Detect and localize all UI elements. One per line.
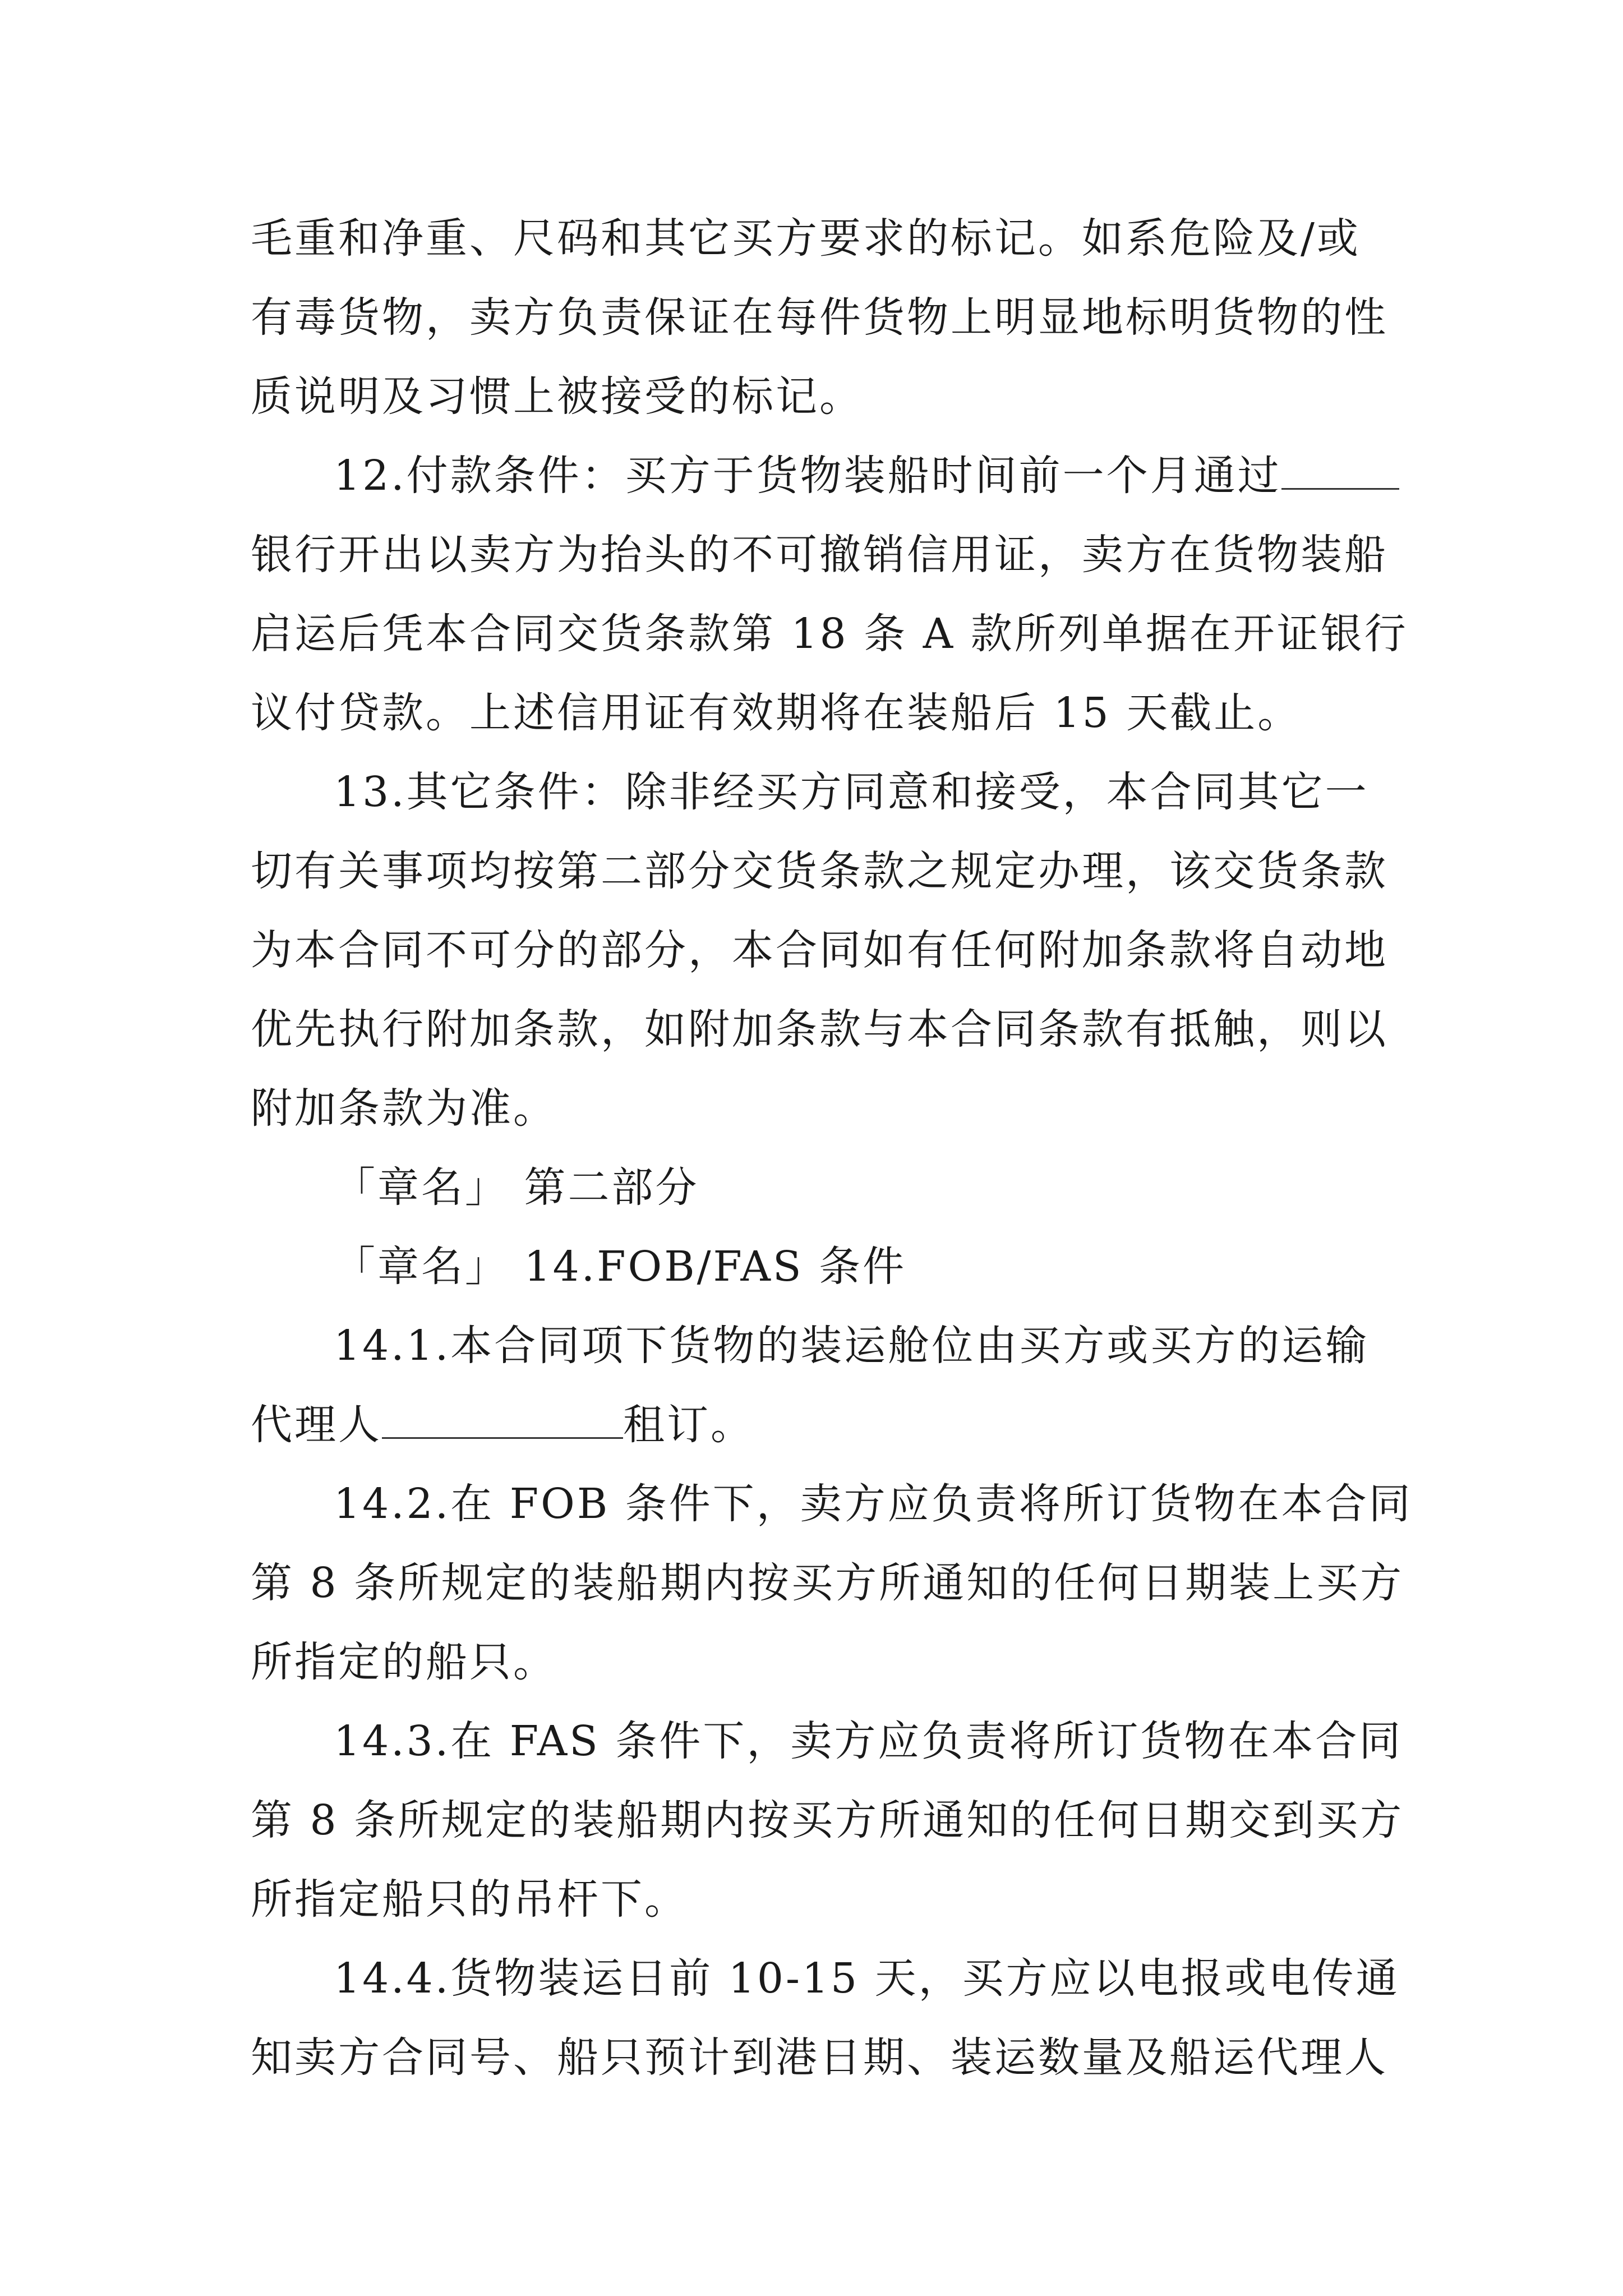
fill-in-blank-bank xyxy=(1281,449,1399,490)
fill-in-blank-agent xyxy=(382,1398,623,1439)
clause-14-2-first-line: 14.2.在 FOB 条件下，卖方应负责将所订货物在本合同 xyxy=(334,1480,1413,1528)
text-fragment: 租订。 xyxy=(623,1401,754,1449)
text-line: 优先执行附加条款，如附加条款与本合同条款有抵触，则以 xyxy=(251,1005,1388,1053)
text-line: 所指定的船只。 xyxy=(251,1638,557,1686)
text-line: 毛重和净重、尺码和其它买方要求的标记。如系危险及/或 xyxy=(251,214,1361,263)
clause-12-first-line xyxy=(251,436,1400,516)
text-line: 第 8 条所规定的装船期内按买方所通知的任何日期装上买方 xyxy=(251,1559,1404,1607)
chapter-heading-part-2: 「章名」 第二部分 xyxy=(334,1163,699,1212)
text-line: 有毒货物，卖方负责保证在每件货物上明显地标明货物的性 xyxy=(251,293,1388,342)
clause-14-1-second-line xyxy=(251,1386,1400,1465)
text-line: 切有关事项均按第二部分交货条款之规定办理，该交货条款 xyxy=(251,847,1388,895)
text-line: 所指定船只的吊杆下。 xyxy=(251,1875,688,1924)
clause-12-text: 12.付款条件：买方于货物装船时间前一个月通过 xyxy=(334,452,1281,500)
chapter-heading-fob-fas: 「章名」 14.FOB/FAS 条件 xyxy=(334,1243,907,1291)
text-line: 质说明及习惯上被接受的标记。 xyxy=(251,372,863,421)
clause-14-4-first-line: 14.4.货物装运日前 10-15 天，买方应以电报或电传通 xyxy=(334,1954,1400,2003)
text-line: 附加条款为准。 xyxy=(251,1084,557,1133)
text-line: 银行开出以卖方为抬头的不可撤销信用证，卖方在货物装船 xyxy=(251,531,1388,579)
text-line: 为本合同不可分的部分，本合同如有任何附加条款将自动地 xyxy=(251,926,1388,974)
clause-14-1-first-line: 14.1.本合同项下货物的装运舱位由买方或买方的运输 xyxy=(334,1322,1370,1370)
text-line: 议付贷款。上述信用证有效期将在装船后 15 天截止。 xyxy=(251,689,1302,737)
text-fragment: 代理人 xyxy=(251,1401,382,1449)
clause-13-first-line: 13.其它条件：除非经买方同意和接受，本合同其它一 xyxy=(334,768,1369,816)
document-body xyxy=(251,199,1413,2097)
text-line: 知卖方合同号、船只预计到港日期、装运数量及船运代理人 xyxy=(251,2033,1388,2082)
clause-14-3-first-line: 14.3.在 FAS 条件下，卖方应负责将所订货物在本合同 xyxy=(334,1717,1403,1765)
text-line: 第 8 条所规定的装船期内按买方所通知的任何日期交到买方 xyxy=(251,1796,1404,1844)
text-line: 启运后凭本合同交货条款第 18 条 A 款所列单据在开证银行 xyxy=(251,610,1408,658)
